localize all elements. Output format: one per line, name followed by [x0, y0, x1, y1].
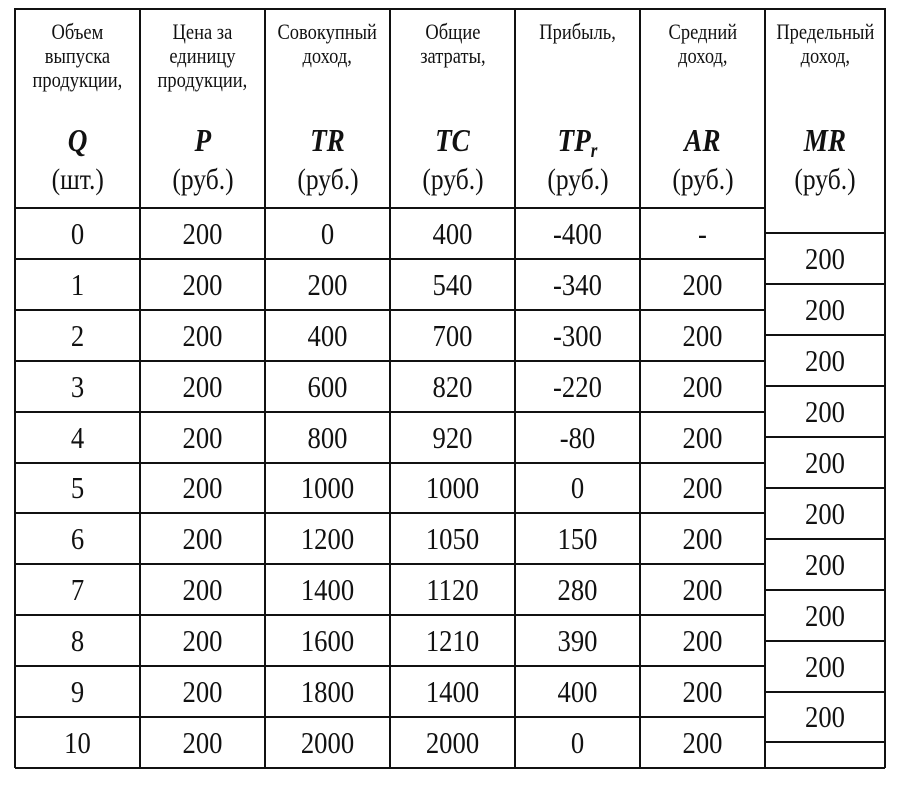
- column-divider: [514, 8, 516, 768]
- header-unit: (руб.): [296, 163, 359, 196]
- cell-average-revenue: 200: [682, 266, 723, 302]
- column-divider: [884, 8, 886, 768]
- mr-row-divider: [765, 691, 885, 693]
- cell-price: 200: [182, 724, 223, 760]
- cell-marginal-revenue: 200: [805, 699, 845, 735]
- header-symbol: [558, 124, 598, 161]
- cell-quantity: 0: [70, 215, 85, 251]
- header-title: Объем выпуска продукции,: [32, 19, 123, 92]
- header-title: Прибыль,: [539, 19, 616, 44]
- column-divider: [389, 8, 391, 768]
- cell-marginal-revenue: 200: [805, 597, 845, 633]
- cell-total-revenue: 800: [307, 419, 348, 455]
- header-title: Цена за единицу продукции,: [157, 19, 248, 92]
- cell-total-cost: 1120: [426, 572, 479, 608]
- header-symbol-text: P: [194, 122, 211, 158]
- cell-total-cost: 1000: [425, 470, 480, 506]
- cell-profit: -300: [553, 317, 602, 353]
- cell-total-cost: 920: [432, 419, 473, 455]
- cell-price: 200: [182, 215, 223, 251]
- cell-profit: -220: [553, 368, 602, 404]
- cell-profit: 400: [557, 674, 598, 710]
- header-average-revenue: [640, 8, 765, 208]
- cell-total-revenue: 1200: [300, 521, 355, 557]
- cell-total-cost: 540: [432, 266, 473, 302]
- cell-quantity: 6: [70, 521, 85, 557]
- cell-average-revenue: 200: [682, 521, 723, 557]
- cell-total-revenue: 1400: [300, 572, 355, 608]
- cell-quantity: 4: [70, 419, 85, 455]
- cell-total-revenue: 1600: [300, 623, 355, 659]
- header-price: [140, 8, 265, 208]
- cell-total-cost: 700: [432, 317, 473, 353]
- cell-total-cost: 1210: [425, 623, 480, 659]
- mr-row-divider: [765, 640, 885, 642]
- header-total-cost: [390, 8, 515, 208]
- table-top-border: [15, 8, 885, 10]
- cell-quantity: 3: [70, 368, 85, 404]
- cell-average-revenue: 200: [682, 470, 723, 506]
- header-title: Совокупный доход,: [277, 19, 378, 68]
- mr-row-divider: [765, 334, 885, 336]
- cell-quantity: 5: [70, 470, 85, 506]
- cell-price: 200: [182, 674, 223, 710]
- header-symbol-text: TP: [557, 122, 591, 158]
- cell-total-cost: 1400: [425, 674, 480, 710]
- header-symbol: [310, 124, 345, 156]
- cell-profit: 280: [557, 572, 598, 608]
- header-symbol: [435, 124, 470, 156]
- cell-quantity: 8: [70, 623, 85, 659]
- mr-row-divider: [765, 283, 885, 285]
- cell-total-cost: 820: [432, 368, 473, 404]
- header-profit: [515, 8, 640, 208]
- header-marginal-revenue: [765, 8, 885, 208]
- mr-row-divider: [765, 538, 885, 540]
- header-symbol-text: MR: [803, 122, 847, 158]
- cell-marginal-revenue: 200: [805, 495, 845, 531]
- column-divider: [139, 8, 141, 768]
- cell-profit: 0: [570, 724, 585, 760]
- mr-row-divider: [765, 741, 885, 743]
- cell-quantity: 1: [70, 266, 85, 302]
- cell-profit: 390: [557, 623, 598, 659]
- column-divider: [639, 8, 641, 768]
- cell-average-revenue: 200: [682, 724, 723, 760]
- column-divider: [264, 8, 266, 768]
- cell-marginal-revenue: 200: [805, 343, 845, 379]
- header-symbol-text: AR: [684, 122, 721, 158]
- header-unit: (руб.): [546, 163, 609, 196]
- mr-row-divider: [765, 487, 885, 489]
- table-bottom-border: [15, 767, 885, 769]
- cell-price: 200: [182, 419, 223, 455]
- cell-price: 200: [182, 470, 223, 506]
- cell-profit: -400: [553, 215, 602, 251]
- mr-row-divider: [765, 385, 885, 387]
- cell-total-revenue: 200: [307, 266, 348, 302]
- cell-price: 200: [182, 521, 223, 557]
- header-unit: (руб.): [671, 163, 734, 196]
- cell-total-revenue: 0: [320, 215, 335, 251]
- header-symbol: [804, 124, 846, 156]
- cell-total-cost: 2000: [425, 724, 480, 760]
- cell-marginal-revenue: 200: [805, 292, 845, 328]
- cell-total-revenue: 400: [307, 317, 348, 353]
- mr-row-divider: [765, 589, 885, 591]
- column-divider: [14, 8, 16, 768]
- cell-price: 200: [182, 317, 223, 353]
- cell-profit: 0: [570, 470, 585, 506]
- cell-quantity: 7: [70, 572, 85, 608]
- cell-price: 200: [182, 572, 223, 608]
- cell-total-revenue: 2000: [300, 724, 355, 760]
- cell-quantity: 10: [64, 724, 91, 760]
- mr-grid-line: [765, 232, 885, 234]
- cell-marginal-revenue: 200: [805, 394, 845, 430]
- header-unit: (шт.): [51, 163, 104, 196]
- cell-marginal-revenue: 200: [805, 546, 845, 582]
- header-symbol: [194, 124, 211, 156]
- cell-quantity: 9: [70, 674, 85, 710]
- header-title: Общие затраты,: [419, 19, 486, 68]
- header-symbol: [684, 124, 720, 156]
- cell-marginal-revenue: 200: [805, 648, 845, 684]
- header-title: Средний доход,: [668, 19, 737, 68]
- cell-price: 200: [182, 266, 223, 302]
- cell-profit: -80: [559, 419, 596, 455]
- cell-average-revenue: 200: [682, 419, 723, 455]
- cell-average-revenue: 200: [682, 317, 723, 353]
- cell-average-revenue: 200: [682, 368, 723, 404]
- cell-total-cost: 400: [432, 215, 473, 251]
- header-quantity: [15, 8, 140, 208]
- cell-price: 200: [182, 623, 223, 659]
- cell-quantity: 2: [70, 317, 85, 353]
- header-symbol-text: TC: [435, 122, 470, 158]
- cell-marginal-revenue: 200: [805, 444, 845, 480]
- cell-average-revenue: -: [698, 215, 707, 251]
- header-symbol: [68, 124, 88, 156]
- header-title: Предельный доход,: [775, 19, 874, 68]
- cell-profit: -340: [553, 266, 602, 302]
- cell-total-revenue: 600: [307, 368, 348, 404]
- cell-price: 200: [182, 368, 223, 404]
- mr-row-divider: [765, 436, 885, 438]
- cell-average-revenue: 200: [682, 572, 723, 608]
- cell-average-revenue: 200: [682, 674, 723, 710]
- header-symbol-text: Q: [67, 122, 88, 158]
- cell-total-cost: 1050: [425, 521, 480, 557]
- header-unit: (руб.): [794, 163, 856, 196]
- column-divider: [764, 8, 766, 768]
- cell-average-revenue: 200: [682, 623, 723, 659]
- header-symbol-subscript: r: [590, 140, 598, 162]
- header-unit: (руб.): [421, 163, 484, 196]
- header-unit: (руб.): [171, 163, 234, 196]
- header-total-revenue: [265, 8, 390, 208]
- cell-total-revenue: 1000: [300, 470, 355, 506]
- cell-total-revenue: 1800: [300, 674, 355, 710]
- header-symbol-text: TR: [310, 122, 345, 158]
- cell-marginal-revenue: 200: [805, 241, 845, 277]
- cell-profit: 150: [557, 521, 598, 557]
